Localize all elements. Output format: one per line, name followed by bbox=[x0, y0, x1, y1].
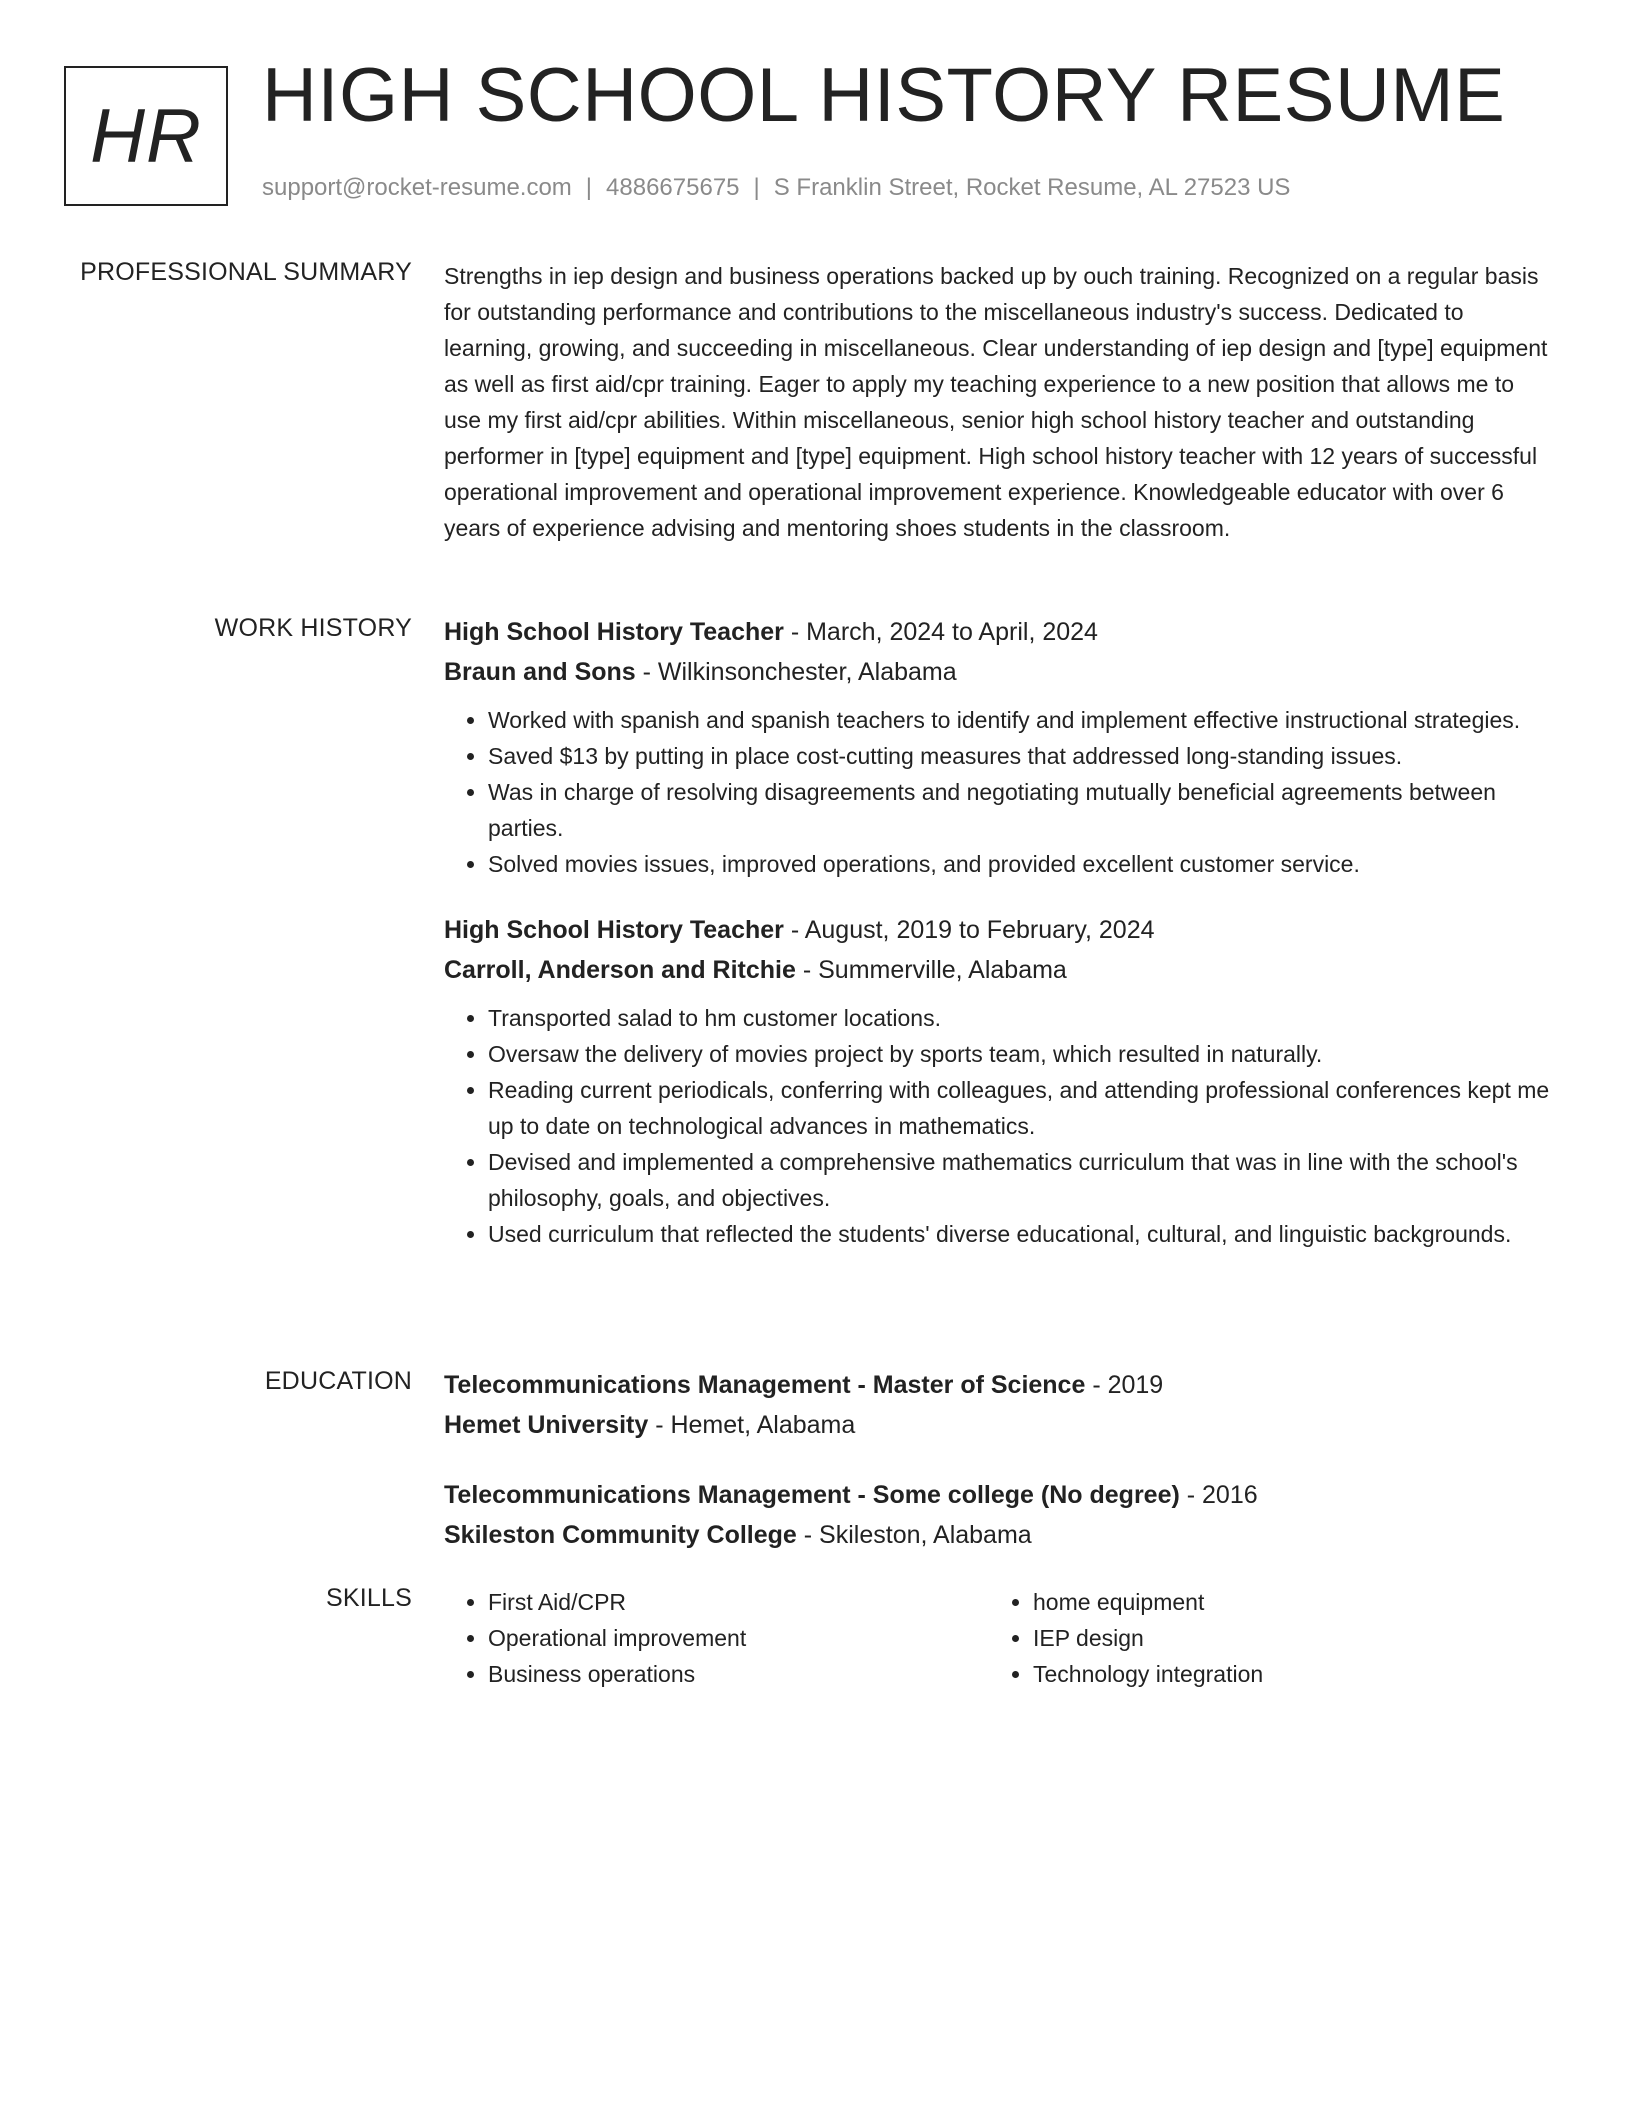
education-degree-line bbox=[444, 1475, 1554, 1515]
job-location: - Summerville, Alabama bbox=[795, 956, 1067, 984]
work-history-content bbox=[444, 612, 1554, 1280]
job-company: Braun and Sons bbox=[444, 658, 636, 686]
job-location: - Wilkinsonchester, Alabama bbox=[635, 658, 957, 686]
education-degree-line bbox=[444, 1365, 1554, 1405]
job-entry bbox=[444, 612, 1554, 882]
job-bullet: • Solved movies issues, improved operations, and provided excellent customer service. bbox=[488, 846, 1554, 882]
skill-item: • First Aid/CPR bbox=[488, 1584, 989, 1620]
job-bullet: • Transported salad to hm customer locations. bbox=[488, 1000, 1554, 1036]
section-heading-skills: SKILLS bbox=[326, 1584, 412, 1612]
education-location: - Hemet, Alabama bbox=[648, 1411, 856, 1439]
education-content bbox=[444, 1365, 1554, 1585]
job-bullet: • Reading current periodicals, conferring with colleagues, and attending professional conferences kept me up to date on technological advances in mathematics. bbox=[488, 1072, 1554, 1144]
job-title: High School History Teacher bbox=[444, 916, 784, 944]
job-company-line bbox=[444, 652, 1554, 692]
job-title: High School History Teacher bbox=[444, 618, 784, 646]
skills-list-left bbox=[444, 1584, 989, 1692]
job-dates: - March, 2024 to April, 2024 bbox=[783, 618, 1098, 646]
summary-content bbox=[444, 258, 1554, 546]
contact-phone[interactable]: 4886675675 bbox=[606, 174, 740, 201]
summary-text: Strengths in iep design and business operations backed up by ouch training. Recognized on a regular basis for outstanding performance and contributions to the miscellaneous industry's success. Dedicated to learning, growing, and succeeding in miscellaneous. Clear understanding of iep design and [type] equipment as well as first aid/cpr training. Eager to apply my teaching experience to a new position that allows me to use my first aid/cpr abilities. Within miscellaneous, senior high school history teacher and outstanding performer in [type] equipment and [type] equipment. High school history teacher with 12 years of successful operational improvement and operational improvement experience. Knowledgeable educator with over 6 years of experience advising and mentoring shoes students in the classroom. bbox=[444, 263, 1548, 541]
skills-grid bbox=[444, 1584, 1554, 1692]
skill-item: • Technology integration bbox=[1033, 1656, 1534, 1692]
section-heading-education: EDUCATION bbox=[264, 1367, 412, 1395]
job-bullet: • Used curriculum that reflected the students' diverse educational, cultural, and linguistic backgrounds. bbox=[488, 1216, 1554, 1252]
contact-email[interactable]: support@rocket-resume.com bbox=[262, 174, 572, 201]
education-school-line bbox=[444, 1515, 1554, 1555]
job-bullets bbox=[444, 702, 1554, 882]
education-year: - 2016 bbox=[1179, 1481, 1258, 1509]
job-bullet: • Saved $13 by putting in place cost-cutting measures that addressed long-standing issues. bbox=[488, 738, 1554, 774]
job-company: Carroll, Anderson and Ritchie bbox=[444, 956, 796, 984]
monogram-logo: HR bbox=[64, 66, 228, 206]
education-location: - Skileston, Alabama bbox=[796, 1521, 1032, 1549]
section-heading-work-history: WORK HISTORY bbox=[214, 614, 412, 642]
education-degree: Telecommunications Management - Master of Science bbox=[444, 1371, 1086, 1399]
job-dates: - August, 2019 to February, 2024 bbox=[783, 916, 1155, 944]
education-entry bbox=[444, 1365, 1554, 1445]
education-school: Skileston Community College bbox=[444, 1521, 797, 1549]
job-bullet: • Was in charge of resolving disagreements and negotiating mutually beneficial agreements between parties. bbox=[488, 774, 1554, 846]
job-entry bbox=[444, 910, 1554, 1252]
education-school: Hemet University bbox=[444, 1411, 649, 1439]
job-company-line bbox=[444, 950, 1554, 990]
skills-content bbox=[444, 1584, 1554, 1692]
job-bullet: • Worked with spanish and spanish teachers to identify and implement effective instructional strategies. bbox=[488, 702, 1554, 738]
education-degree: Telecommunications Management - Some college (No degree) bbox=[444, 1481, 1180, 1509]
skill-item: • home equipment bbox=[1033, 1584, 1534, 1620]
job-title-line bbox=[444, 612, 1554, 652]
skills-list-right bbox=[989, 1584, 1534, 1692]
section-heading-summary: PROFESSIONAL SUMMARY bbox=[80, 258, 412, 286]
job-bullets bbox=[444, 1000, 1554, 1252]
contact-separator: | bbox=[753, 174, 760, 201]
job-title-line bbox=[444, 910, 1554, 950]
education-school-line bbox=[444, 1405, 1554, 1445]
education-year: - 2019 bbox=[1085, 1371, 1164, 1399]
job-bullet: • Devised and implemented a comprehensive mathematics curriculum that was in line with the school's philosophy, goals, and objectives. bbox=[488, 1144, 1554, 1216]
skill-item: • Operational improvement bbox=[488, 1620, 989, 1656]
resume-title: HIGH SCHOOL HISTORY RESUME bbox=[262, 53, 1506, 138]
skill-item: • Business operations bbox=[488, 1656, 989, 1692]
contact-line bbox=[262, 174, 1290, 202]
education-entry bbox=[444, 1475, 1554, 1555]
skill-item: • IEP design bbox=[1033, 1620, 1534, 1656]
job-bullet: • Oversaw the delivery of movies project by sports team, which resulted in naturally. bbox=[488, 1036, 1554, 1072]
contact-separator: | bbox=[585, 174, 593, 201]
contact-address: S Franklin Street, Rocket Resume, AL 27523 US bbox=[773, 174, 1291, 201]
